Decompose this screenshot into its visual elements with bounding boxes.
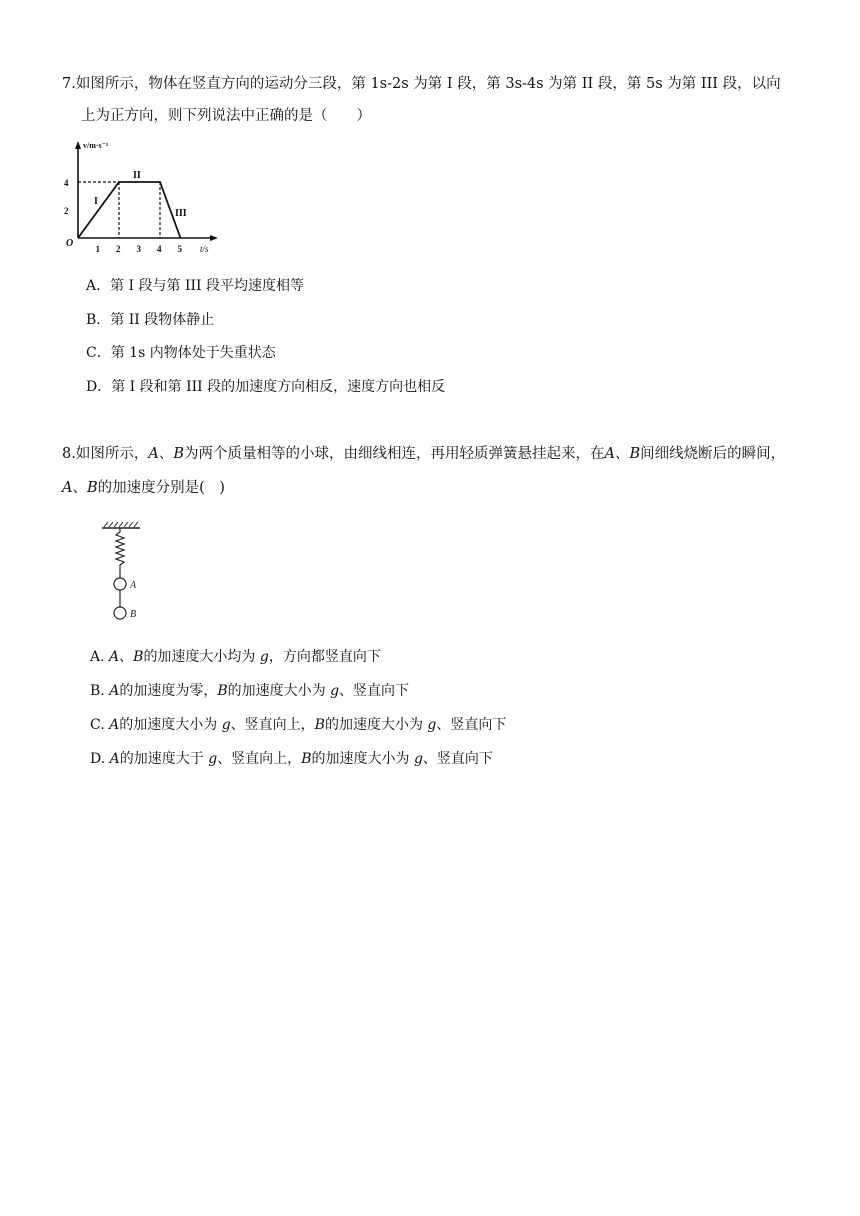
q8-stem-text: 间细线烧断后的瞬间， bbox=[640, 446, 786, 462]
var-b: B bbox=[133, 649, 144, 665]
option-text: 、竖直向下 bbox=[436, 717, 507, 733]
q8-sep: 、 bbox=[119, 649, 134, 665]
var-a: A bbox=[148, 446, 159, 462]
q7-stem-line1: 7.如图所示，物体在竖直方向的运动分三段，第 1s-2s 为第 I 段，第 3s-4s 为第 II 段，第 5s 为第 III 段，以向 bbox=[62, 76, 781, 92]
y-axis-label: v/m·s⁻¹ bbox=[83, 141, 109, 150]
var-b: B bbox=[173, 446, 184, 462]
spring bbox=[116, 528, 124, 578]
var-g: g bbox=[221, 717, 231, 733]
x-axis-label: t/s bbox=[200, 244, 209, 254]
q7-stem-line2: 上为正方向，则下列说法中正确的是（ ） bbox=[81, 108, 371, 124]
var-a: A bbox=[62, 480, 73, 496]
var-b: B bbox=[314, 717, 325, 733]
var-g: g bbox=[330, 683, 340, 699]
segment-label-ii: II bbox=[133, 170, 141, 181]
var-a: A bbox=[109, 649, 120, 665]
ceiling-hatch bbox=[104, 522, 138, 527]
x-tick-label: 5 bbox=[177, 244, 182, 254]
option-text: 、竖直向上， bbox=[217, 751, 302, 767]
option-text: 、竖直向上， bbox=[230, 717, 315, 733]
option-text: 的加速度大小均为 bbox=[143, 649, 256, 665]
q8-sep: 、 bbox=[614, 446, 630, 462]
q8-spring-balls-figure bbox=[96, 522, 156, 624]
q8-stem-line1 bbox=[62, 444, 785, 464]
q8-option-c[interactable] bbox=[90, 715, 506, 735]
q8-sep: 、 bbox=[72, 480, 87, 496]
q7-velocity-time-graph bbox=[58, 136, 228, 258]
q8-stem-text: 的加速度分别是( ) bbox=[97, 480, 225, 496]
y-tick-label: 2 bbox=[64, 206, 69, 216]
var-b: B bbox=[86, 480, 98, 496]
var-a: A bbox=[604, 446, 615, 462]
option-text: 、竖直向下 bbox=[339, 683, 410, 699]
y-tick-label: 4 bbox=[64, 178, 69, 188]
var-a: A bbox=[109, 751, 120, 767]
q8-option-a[interactable] bbox=[90, 647, 381, 667]
series-line bbox=[78, 182, 181, 238]
option-letter: B. bbox=[90, 683, 105, 699]
q7-option-c[interactable]: C．第 1s 内物体处于失重状态 bbox=[86, 345, 276, 361]
ball-a-label: A bbox=[130, 580, 137, 591]
var-a: A bbox=[109, 683, 120, 699]
option-text: ，方向都竖直向下 bbox=[268, 649, 381, 665]
option-letter: D. bbox=[90, 751, 106, 767]
x-tick-label: 3 bbox=[136, 244, 141, 254]
q8-sep: 、 bbox=[158, 446, 174, 462]
q8-option-d[interactable] bbox=[90, 749, 493, 769]
var-b: B bbox=[301, 751, 312, 767]
x-tick-label: 1 bbox=[95, 244, 100, 254]
option-text: 的加速度大小为 bbox=[119, 717, 218, 733]
y-axis-arrow bbox=[75, 141, 81, 149]
q8-option-b[interactable] bbox=[90, 681, 409, 701]
q7-option-b[interactable]: B．第 II 段物体静止 bbox=[86, 312, 215, 328]
q8-stem-text: 8.如图所示， bbox=[62, 446, 149, 462]
option-text: 的加速度大小为 bbox=[227, 683, 326, 699]
var-g: g bbox=[259, 649, 269, 665]
x-tick-label: 2 bbox=[116, 244, 121, 254]
var-a: A bbox=[109, 717, 120, 733]
q8-stem-text: 为两个质量相等的小球，由细线相连，再用轻质弹簧悬挂起来，在 bbox=[183, 446, 605, 462]
option-text: 的加速度大于 bbox=[119, 751, 204, 767]
q7-option-d[interactable]: D．第 I 段和第 III 段的加速度方向相反，速度方向也相反 bbox=[86, 379, 446, 395]
option-letter: C. bbox=[90, 717, 105, 733]
origin-label: O bbox=[66, 238, 74, 249]
option-text: 的加速度大小为 bbox=[324, 717, 423, 733]
var-g: g bbox=[427, 717, 437, 733]
ball-b bbox=[114, 607, 126, 619]
option-letter: A. bbox=[90, 649, 105, 665]
var-g: g bbox=[208, 751, 218, 767]
option-text: 、竖直向下 bbox=[422, 751, 493, 767]
q7-option-a[interactable]: A．第 I 段与第 III 段平均速度相等 bbox=[86, 278, 305, 294]
x-axis-arrow bbox=[210, 235, 218, 241]
var-b: B bbox=[629, 446, 641, 462]
segment-label-i: I bbox=[94, 196, 98, 207]
x-tick-label: 4 bbox=[157, 244, 162, 254]
option-text: 的加速度大小为 bbox=[311, 751, 410, 767]
q8-stem-line2 bbox=[62, 478, 225, 498]
var-b: B bbox=[217, 683, 228, 699]
var-g: g bbox=[413, 751, 423, 767]
ball-b-label: B bbox=[130, 609, 137, 620]
segment-label-iii: III bbox=[175, 208, 187, 219]
ball-a bbox=[114, 578, 126, 590]
option-text: 的加速度为零， bbox=[119, 683, 218, 699]
